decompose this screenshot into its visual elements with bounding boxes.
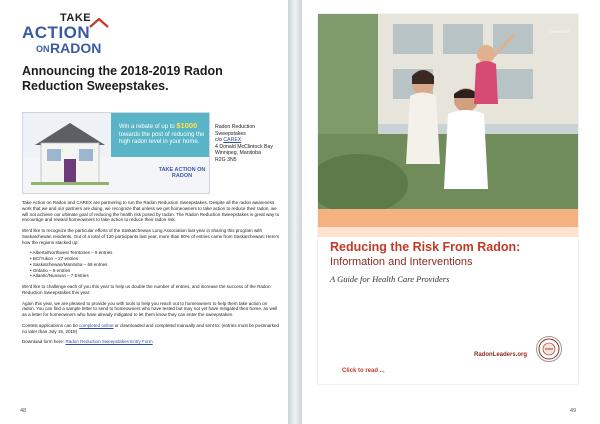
click-to-read-link[interactable]: Click to read ... (342, 368, 385, 374)
list-item: • BC/Yukon – 27 entries (30, 256, 79, 261)
address-line2 (215, 137, 287, 144)
mailing-address (215, 124, 287, 164)
applications-suffix: or downloaded and completed manually and sent to: (entries must be postmarked no later than July 15, 2019) (22, 322, 280, 334)
regions-list (22, 250, 280, 279)
cover-subtitle: Information and Interventions (330, 256, 473, 268)
logo-action: ACTION (22, 23, 91, 42)
page-gutter (288, 0, 302, 424)
promo-amount: $1000 (176, 121, 198, 130)
cover-corner-tag: CHMS/ESF (550, 30, 570, 34)
completed-online-link[interactable]: completed online (79, 322, 114, 328)
seal-icon (536, 336, 562, 362)
sweepstakes-banner[interactable] (22, 112, 210, 194)
download-prefix: Download form here: (22, 339, 66, 345)
right-page (302, 0, 600, 424)
paragraph-download (22, 339, 280, 345)
list-item: • Ontario – 9 entries (30, 267, 71, 273)
page-number-left: 48 (20, 408, 27, 414)
page-title: Announcing the 2018-2019 Radon Reduction Sweepstakes. (22, 64, 223, 93)
list-item: • Alberta/Northwest Territories – 9 entries (30, 250, 113, 256)
list-item: • Atlantic/Nunavut – 7 Entries (30, 273, 89, 279)
paragraph-challenge: We'd like to challenge each of you this year to help us double the number of entries, and increase the success of the Radon Reduction Sweepstakes this year. (22, 284, 271, 295)
paragraph-applications (22, 323, 280, 335)
paragraph-intro: Take Action on Radon and CAREX are partnering to run the Radon Reduction Sweepstakes. Despite all the radon awareness work that we and our partners are doing, we recognize that unless we get homeowners to take action to reduce their radon, we will not achieve our ultimate goal of reducing the health risk posed by radon. The Radon Reduction Sweepstakes is great way to encourage and reward homeowners to take action to reduce their radon risk. (22, 200, 280, 223)
family-photo-image (318, 14, 578, 209)
address-line3: 4 Donald McClintock Bay (215, 143, 273, 150)
promo-line2: towards the post of reducing the high radon level in your home. (119, 131, 205, 145)
banner-mini-logo: TAKE ACTION ON RADON (158, 167, 206, 179)
logo-radon: RADON (50, 40, 102, 56)
logo-take: TAKE (60, 12, 92, 24)
family-photo (318, 14, 578, 209)
entry-form-link[interactable]: Radon Reduction Sweepstakes Entry Form (65, 339, 153, 345)
address-line1: Radon Reduction Sweepstakes (215, 124, 256, 137)
address-prefix: c/o (215, 137, 224, 144)
cover-light-band (318, 227, 578, 237)
paragraph-recognition: We'd like to recognize the particular efforts of the Saskatchewan Lung Association last year in sharing this program with Saskatchewan residents. Out of a total of 120 participants last year, more than 50% of entries came from Saskatchewan! Here's how the regions stacked up: (22, 228, 279, 245)
take-action-on-radon-logo (22, 12, 112, 58)
logo-on: ON (36, 44, 50, 54)
radonleaders-link[interactable]: RadonLeaders.org (474, 352, 528, 358)
list-item: • Saskatchewan/Manitoba – 68 entries (30, 261, 108, 267)
carex-link[interactable]: CAREX (223, 137, 242, 144)
cover-title: Reducing the Risk From Radon: (330, 240, 521, 254)
address-line5: R2G 3N5 (215, 156, 237, 163)
address-line4: Winnipeg, Manitoba (215, 150, 261, 157)
house-icon (89, 18, 109, 34)
article-body (22, 200, 280, 350)
page-number-right: 49 (570, 408, 577, 414)
left-page (0, 0, 288, 424)
banner-promo-text (119, 122, 207, 147)
applications-prefix: Contest applications can be (22, 322, 80, 328)
promo-line1: Win a rebate of up to (119, 124, 177, 130)
cover-guide-text: A Guide for Health Care Providers (330, 274, 450, 284)
house-illustration-icon (31, 119, 109, 185)
cover-orange-band (318, 209, 578, 227)
paragraph-tools: Again this year, we are pleased to provide you with tools to help you reach out to homeowners to help them take action on radon. You can find a sample letter to send to homeowners who have tested but may not yet have mitigated their home, as well as a letter for homeowners who have already mitigated to let them know they can enter the sweepstakes. (22, 300, 278, 317)
radon-guide-cover[interactable] (318, 14, 578, 384)
